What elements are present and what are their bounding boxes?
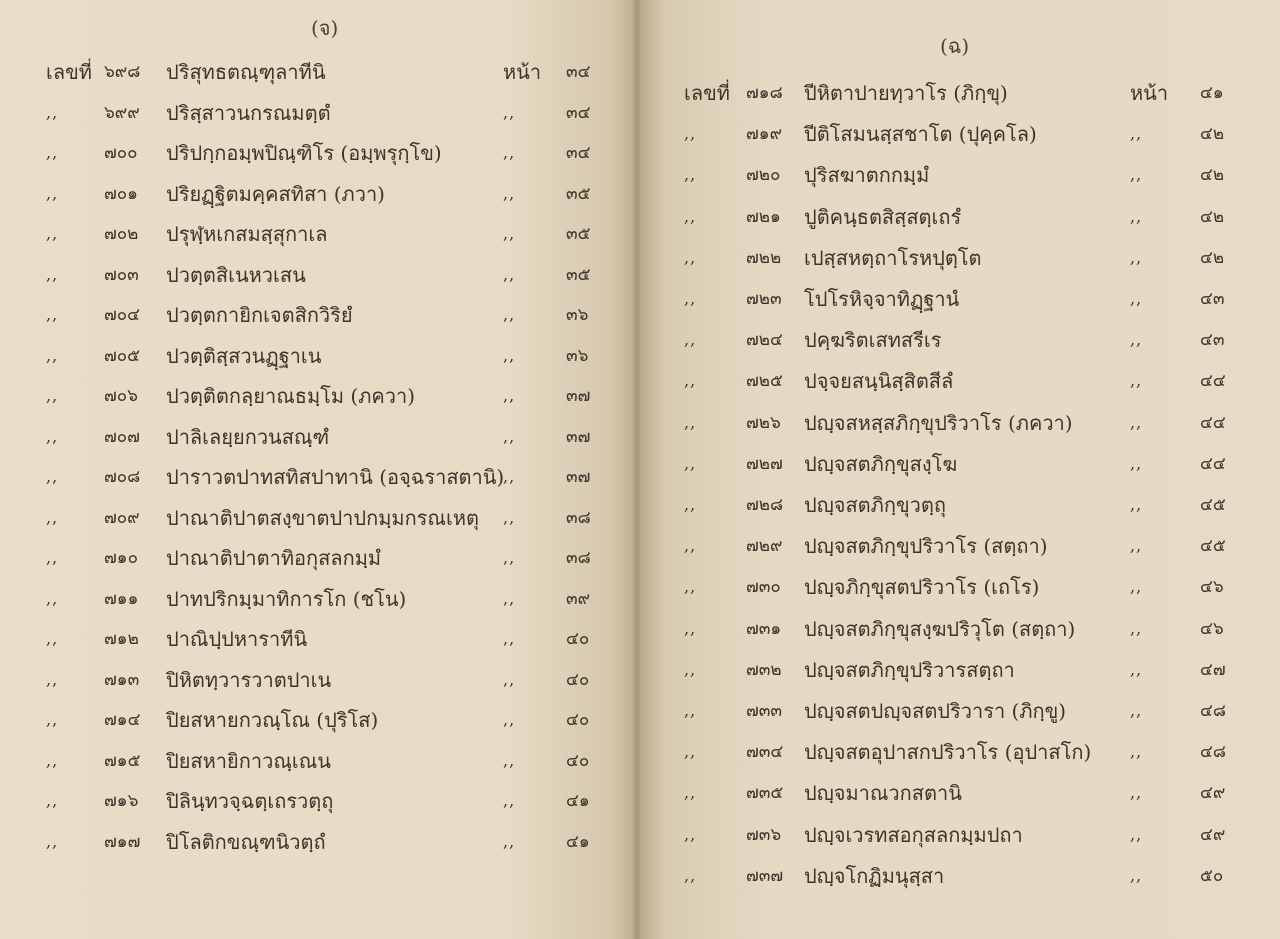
entry-label: ,,: [46, 386, 59, 405]
entry-title: ปญฺจเวรทสอกุสลกมฺมปถา: [804, 822, 1023, 847]
entry-label: ,,: [684, 371, 697, 391]
entry-page-number: ๔๙: [1200, 783, 1226, 804]
index-entry: [0, 138, 636, 168]
entry-page-number: ๔๕: [1200, 536, 1226, 557]
index-entry: [640, 861, 1280, 891]
entry-label: ,,: [46, 305, 59, 324]
entry-page-label: ,,: [503, 507, 516, 527]
entry-page-number: ๔๔: [1200, 371, 1226, 392]
index-entry: [0, 300, 636, 330]
entry-label: ,,: [684, 824, 697, 844]
entry-title: ปญฺจสตภิกฺขุสงฺฆปริวุโต (สตฺถา): [804, 616, 1076, 641]
index-entry: [640, 119, 1280, 149]
entry-page-number: ๔๑: [1200, 83, 1224, 103]
entry-title: ปิยสหายกวณฺโณ (ปุริโส): [166, 708, 379, 732]
entry-title: ปวตฺตกายิกเจตสิกวิริยํ: [166, 303, 353, 327]
entry-number: ๗๓๓: [746, 701, 783, 721]
entry-number: ๗๒๖: [746, 412, 781, 433]
entry-page-label: ,,: [1130, 371, 1143, 391]
index-entry: [0, 179, 636, 209]
entry-title: ปญฺจสตภิกฺขุปริวารสตฺถา: [804, 657, 1015, 682]
entry-number: ๗๑๙: [746, 124, 783, 145]
entry-number: ๗๑๖: [104, 791, 139, 811]
entry-label: ,,: [46, 831, 59, 851]
entry-page-number: ๔๐: [566, 629, 590, 649]
entry-number: ๗๒๕: [746, 371, 783, 392]
entry-page-number: ๔๙: [1200, 824, 1226, 845]
entry-label: ,,: [684, 124, 697, 144]
entry-title: ปีหิตาปายทฺวาโร (ภิกฺขุ): [804, 81, 1008, 105]
entry-page-number: ๓๗: [566, 386, 591, 406]
entry-label: ,,: [684, 412, 697, 432]
index-entry: [0, 786, 636, 816]
entry-number: ๗๐๘: [104, 467, 141, 487]
entry-number: ๗๑๐: [104, 548, 138, 568]
entry-title: ปญฺจสตปญฺจสตปริวารา (ภิกฺขู): [804, 699, 1067, 723]
entry-page-label: ,,: [1130, 124, 1143, 144]
entry-number: ๗๓๖: [746, 824, 782, 845]
entry-title: ปาณาติปาตสงฺขาตปาปกมฺมกรณเหตุ: [166, 505, 479, 530]
entry-title: ปูติคนฺธตสิสฺสตฺเถรํ: [804, 204, 962, 229]
index-entry: [0, 219, 636, 249]
entry-page-number: ๕๐: [1200, 865, 1224, 886]
entry-number: ๗๑๒: [104, 629, 139, 649]
entry-page-number: ๓๘: [566, 548, 591, 568]
entry-page-label: ,,: [503, 224, 516, 243]
entry-title: ปญฺจสตภิกฺขุปริวาโร (สตฺถา): [804, 534, 1048, 559]
entry-page-label: ,,: [1130, 165, 1143, 185]
index-entry: [0, 624, 636, 654]
entry-label: ,,: [46, 548, 59, 567]
entry-label: ,,: [684, 453, 697, 473]
entry-page-number: ๓๔: [566, 102, 591, 123]
entry-number: ๗๓๐: [746, 577, 781, 598]
entry-page-label: ,,: [1130, 453, 1143, 473]
entry-title: ปิลินฺทวจฺฉตฺเถรวตฺถุ: [166, 789, 334, 813]
index-entry: [640, 490, 1280, 520]
entry-title: ปญฺจโกฏิมนุสฺสา: [804, 863, 945, 888]
entry-label: ,,: [684, 206, 697, 226]
entry-page-label: ,,: [503, 305, 516, 324]
entry-number: ๖๙๘: [104, 62, 141, 82]
entry-label: ,,: [684, 701, 697, 720]
index-entry: [0, 584, 636, 614]
entry-number: ๗๐๐: [104, 143, 138, 163]
entry-label: ,,: [684, 865, 697, 885]
entry-page-label: ,,: [1130, 865, 1143, 885]
index-entry: [0, 260, 636, 290]
entry-page-number: ๓๔: [566, 143, 591, 163]
entry-page-label: ,,: [503, 669, 516, 689]
entry-page-number: ๔๖: [1200, 618, 1224, 639]
entry-title: ปุริสฆาตกกมฺมํ: [804, 163, 930, 188]
entry-number: ๗๓๑: [746, 618, 782, 639]
entry-number: ๗๑๔: [104, 710, 141, 730]
entry-label: ,,: [46, 426, 59, 446]
page-number: (ฉ): [940, 34, 970, 58]
index-entry: [640, 284, 1280, 314]
entry-number: ๗๑๗: [104, 831, 141, 852]
entry-page-label: ,,: [1130, 536, 1143, 556]
entry-number: ๗๓๒: [746, 659, 782, 680]
entry-label: ,,: [46, 629, 59, 648]
index-entry: [640, 366, 1280, 396]
entry-page-number: ๔๐: [566, 750, 590, 771]
entry-page-number: ๓๘: [566, 507, 591, 528]
entry-title: ปญฺจสตอุปาสกปริวาโร (อุปาสโก): [804, 740, 1092, 765]
entry-number: ๗๐๔: [104, 305, 141, 325]
entry-title: ปญฺจสตภิกฺขุสงฺโฆ: [804, 451, 958, 476]
index-entry: [640, 820, 1280, 850]
entry-page-label: ,,: [503, 102, 516, 122]
entry-number: ๗๒๒: [746, 247, 782, 268]
entry-number: ๗๒๘: [746, 495, 784, 515]
entry-page-label: ,,: [1130, 824, 1143, 844]
entry-page-number: ๓๗: [566, 426, 591, 447]
entry-page-number: ๓๕: [566, 224, 591, 244]
entry-page-number: ๓๖: [566, 345, 589, 366]
entry-title: ปิหิตทฺวารวาตปาเน: [166, 667, 332, 692]
index-entry: [640, 531, 1280, 561]
entry-page-label: ,,: [1130, 659, 1143, 679]
index-entry: [640, 778, 1280, 808]
entry-page-label: ,,: [503, 629, 516, 648]
entry-page-label: ,,: [503, 143, 516, 162]
entry-page-label: ,,: [503, 831, 516, 851]
entry-page-number: ๔๐: [566, 669, 590, 690]
entry-page-label: หน้า: [503, 60, 542, 84]
entry-title: ปริสุทธตณฺฑุลาทีนิ: [166, 60, 326, 84]
entry-page-number: ๔๔: [1200, 453, 1226, 474]
entry-number: ๗๐๑: [104, 183, 138, 204]
index-entry: [640, 408, 1280, 438]
entry-label: ,,: [46, 750, 59, 770]
right-page: [640, 0, 1280, 939]
entry-number: ๗๐๗: [104, 426, 140, 447]
entry-label: ,,: [684, 783, 697, 803]
entry-number: ๗๐๒: [104, 224, 139, 244]
index-list: [640, 0, 1280, 939]
entry-page-number: ๔๘: [1200, 701, 1226, 721]
entry-label: ,,: [46, 183, 59, 203]
entry-page-label: ,,: [503, 426, 516, 446]
entry-label: ,,: [46, 143, 59, 162]
entry-title: ปวตฺติตกลฺยาณธมฺโม (ภควา): [166, 384, 416, 408]
entry-number: ๗๓๕: [746, 783, 784, 804]
entry-number: ๗๑๑: [104, 588, 139, 609]
entry-number: ๗๒๓: [746, 289, 782, 309]
entry-page-label: ,,: [503, 345, 516, 365]
entry-page-label: ,,: [1130, 206, 1143, 226]
entry-title: ปาลิเลยฺยกวนสณฺฑํ: [166, 424, 330, 449]
entry-page-number: ๔๓: [1200, 289, 1225, 309]
entry-title: ปาทปริกมฺมาทิการโก (ชโน): [166, 586, 407, 611]
entry-title: ปวตฺติสฺสวนฏฺฐาเน: [166, 343, 322, 368]
entry-page-label: ,,: [503, 183, 516, 203]
index-entry: [640, 449, 1280, 479]
entry-number: ๗๐๙: [104, 507, 140, 528]
index-entry: [0, 543, 636, 573]
entry-number: ๗๒๐: [746, 165, 781, 186]
entry-page-number: ๔๔: [1200, 412, 1226, 433]
entry-label: ,,: [46, 710, 59, 729]
entry-number: ๗๓๗: [746, 865, 784, 886]
entry-number: ๗๓๔: [746, 742, 784, 763]
entry-label: ,,: [684, 165, 697, 185]
entry-label: เลขที่: [684, 81, 730, 105]
entry-title: ปญฺจมาณวกสตานิ: [804, 781, 962, 806]
entry-title: ปริยฏฺฐิตมคฺคสทิสา (ภวา): [166, 181, 385, 206]
entry-page-number: ๓๙: [566, 588, 591, 609]
entry-page-label: ,,: [503, 386, 516, 405]
entry-page-number: ๔๗: [1200, 659, 1226, 680]
page-number: (จ): [311, 16, 339, 40]
left-page: [0, 0, 636, 939]
entry-page-label: ,,: [1130, 742, 1143, 762]
entry-label: ,,: [684, 247, 697, 267]
entry-title: ปาราวตปาทสทิสปาทานิ (อจฺฉราสตานิ): [166, 465, 505, 489]
entry-page-label: ,,: [1130, 495, 1143, 514]
entry-title: ปญฺจสหสฺสภิกฺขุปริวาโร (ภควา): [804, 410, 1073, 435]
entry-label: ,,: [46, 467, 59, 486]
entry-page-label: ,,: [1130, 577, 1143, 597]
entry-title: ปิโลติกขณฺฑนิวตฺถํ: [166, 829, 326, 854]
index-entry: [0, 422, 636, 452]
entry-number: ๗๑๕: [104, 750, 141, 771]
entry-page-number: ๔๕: [1200, 495, 1226, 515]
entry-number: ๗๐๓: [104, 264, 139, 285]
entry-label: ,,: [46, 345, 59, 365]
entry-title: เปสฺสหตฺถาโรหปุตฺโต: [804, 245, 982, 270]
index-entry: [0, 705, 636, 735]
index-entry: [0, 341, 636, 371]
entry-page-number: ๔๒: [1200, 247, 1225, 268]
entry-page-number: ๔๓: [1200, 330, 1225, 351]
entry-title: ปีติโสมนสฺสชาโต (ปุคฺคโล): [804, 122, 1037, 147]
entry-page-number: ๓๗: [566, 467, 591, 487]
entry-label: ,,: [46, 224, 59, 243]
index-entry: [0, 746, 636, 776]
entry-label: ,,: [684, 536, 697, 556]
entry-page-label: ,,: [503, 467, 516, 486]
index-entry: [640, 614, 1280, 644]
entry-label: ,,: [684, 330, 697, 350]
index-entry: [0, 57, 636, 87]
entry-number: ๗๒๔: [746, 330, 783, 351]
index-entry: [640, 572, 1280, 602]
index-entry: [0, 462, 636, 492]
entry-title: ปิยสหายิกาวณฺเณน: [166, 748, 331, 773]
entry-label: ,,: [46, 264, 59, 284]
entry-title: ปวตฺตสิเนหวเสน: [166, 262, 306, 287]
entry-page-number: ๔๖: [1200, 577, 1224, 598]
entry-label: ,,: [46, 791, 59, 810]
index-entry: [640, 243, 1280, 273]
entry-page-number: ๔๑: [566, 791, 590, 811]
entry-label: ,,: [684, 659, 697, 679]
index-entry: [640, 737, 1280, 767]
entry-title: โปโรหิจฺจาทิฏฺฐานํ: [804, 287, 960, 311]
entry-label: ,,: [684, 577, 697, 597]
entry-page-number: ๓๕: [566, 264, 591, 285]
entry-title: ปริสฺสาวนกรณมตฺตํ: [166, 100, 331, 125]
entry-page-label: ,,: [1130, 701, 1143, 720]
entry-page-number: ๓๖: [566, 305, 589, 325]
entry-page-label: ,,: [1130, 412, 1143, 432]
entry-label: ,,: [684, 742, 697, 762]
index-list: [0, 0, 636, 939]
entry-page-number: ๔๑: [566, 831, 590, 852]
entry-page-label: ,,: [503, 548, 516, 567]
entry-page-label: ,,: [1130, 618, 1143, 638]
index-entry: [0, 98, 636, 128]
entry-label: ,,: [684, 289, 697, 308]
entry-label: ,,: [684, 495, 697, 514]
entry-label: ,,: [46, 507, 59, 527]
entry-title: ปคฺฆริตเสทสรีเร: [804, 328, 942, 353]
index-entry: [0, 827, 636, 857]
entry-page-number: ๔๒: [1200, 165, 1225, 186]
index-entry: [0, 381, 636, 411]
entry-number: ๗๒๙: [746, 536, 783, 557]
entry-page-number: ๔๒: [1200, 206, 1225, 227]
entry-number: ๗๐๕: [104, 345, 141, 366]
entry-page-number: ๔๒: [1200, 124, 1225, 145]
entry-title: ปจฺจยสนฺนิสฺสิตสีลํ: [804, 369, 954, 394]
index-entry: [640, 160, 1280, 190]
entry-page-number: ๓๕: [566, 183, 591, 204]
index-entry: [0, 665, 636, 695]
entry-page-label: ,,: [503, 710, 516, 729]
entry-title: ปรุฬฺหเกสมสฺสุกาเล: [166, 222, 328, 246]
index-entry: [640, 325, 1280, 355]
entry-page-label: ,,: [1130, 330, 1143, 350]
entry-page-label: ,,: [1130, 289, 1143, 308]
entry-page-number: ๔๐: [566, 710, 590, 730]
index-entry: [640, 78, 1280, 108]
entry-page-number: ๔๘: [1200, 742, 1226, 763]
entry-label: ,,: [46, 102, 59, 122]
entry-title: ปริปกฺกอมฺพปิณฺฑิโร (อมฺพรุกฺโข): [166, 141, 442, 165]
entry-label: ,,: [684, 618, 697, 638]
entry-page-label: ,,: [503, 791, 516, 810]
index-entry: [640, 202, 1280, 232]
entry-number: ๗๑๘: [746, 83, 783, 103]
entry-page-label: ,,: [503, 264, 516, 284]
index-entry: [0, 503, 636, 533]
entry-page-number: ๓๔: [566, 62, 591, 82]
index-entry: [640, 696, 1280, 726]
entry-number: ๗๑๓: [104, 669, 140, 690]
entry-page-label: ,,: [1130, 783, 1143, 803]
entry-number: ๖๙๙: [104, 102, 140, 123]
entry-number: ๗๐๖: [104, 386, 138, 406]
entry-number: ๗๒๑: [746, 206, 781, 227]
entry-title: ปาณิปฺปหาราทีนิ: [166, 627, 308, 651]
entry-page-label: ,,: [1130, 247, 1143, 267]
entry-label: ,,: [46, 588, 59, 608]
entry-title: ปญฺจภิกฺขุสตปริวาโร (เถโร): [804, 575, 1040, 600]
entry-number: ๗๒๗: [746, 453, 783, 474]
index-entry: [640, 655, 1280, 685]
entry-label: เลขที่: [46, 60, 92, 84]
entry-page-label: หน้า: [1130, 81, 1169, 105]
entry-title: ปญฺจสตภิกฺขุวตฺถุ: [804, 493, 946, 517]
entry-page-label: ,,: [503, 588, 516, 608]
entry-label: ,,: [46, 669, 59, 689]
entry-title: ปาณาติปาตาทิอกุสลกมฺมํ: [166, 546, 382, 570]
entry-page-label: ,,: [503, 750, 516, 770]
